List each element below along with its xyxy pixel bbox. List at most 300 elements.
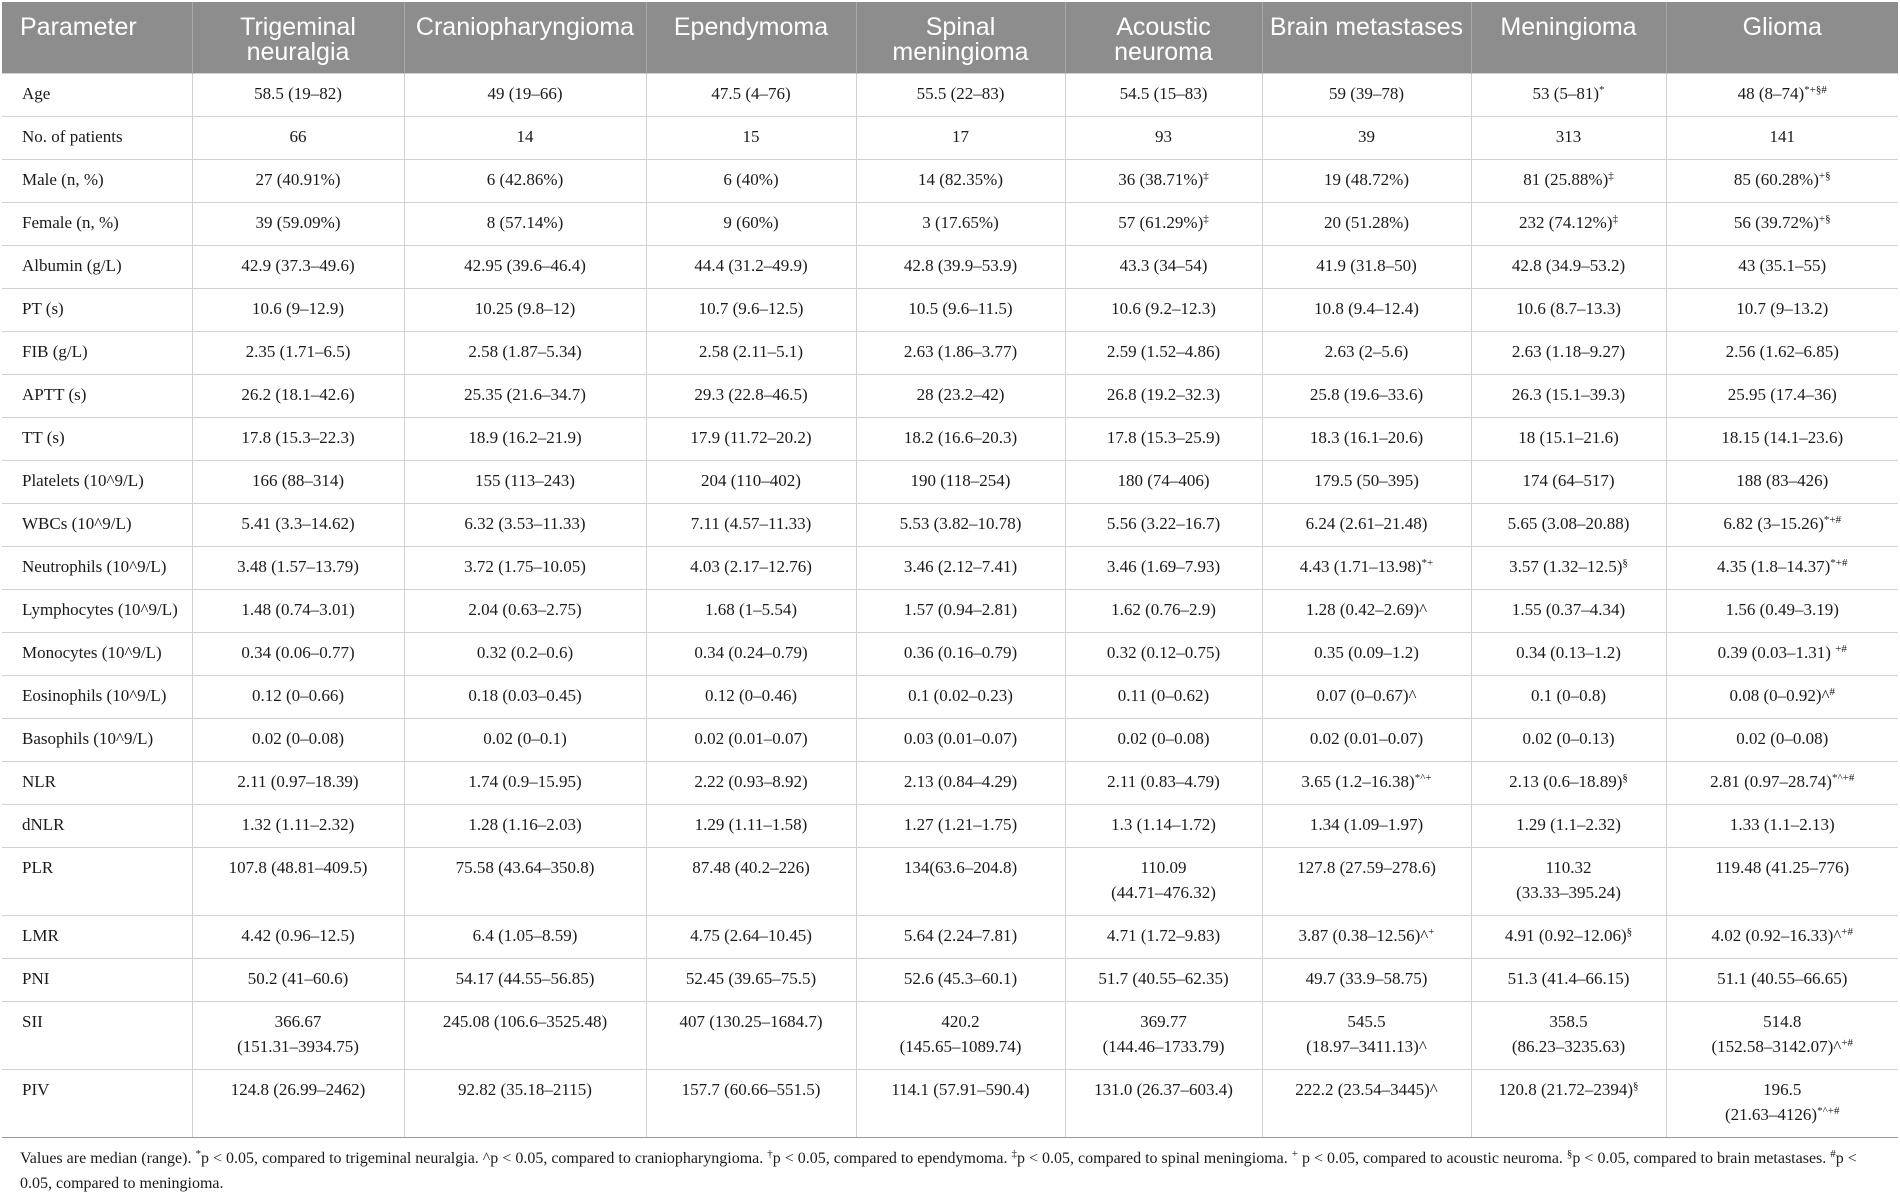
cell-value: 157.7 (60.66–551.5): [681, 1080, 821, 1099]
table-cell: [646, 74, 856, 117]
cell-value: 4.03 (2.17–12.76): [690, 557, 812, 576]
cell-value: 57 (61.29%): [1118, 213, 1204, 232]
cell-value: 18.3 (16.1–20.6): [1309, 428, 1424, 447]
cell-value: 114.1 (57.91–590.4): [891, 1080, 1030, 1099]
cell-value: 0.11 (0–0.62): [1117, 686, 1210, 705]
cell-value: 5.53 (3.82–10.78): [899, 514, 1022, 533]
cell-value: 0.12 (0–0.46): [704, 686, 798, 705]
cell-value: 0.02 (0–0.08): [1117, 729, 1210, 748]
cell-value: 1.74 (0.9–15.95): [468, 772, 582, 791]
table-cell: [1471, 1070, 1666, 1138]
footnote-symbol: #: [1830, 1148, 1836, 1160]
significance-marker: *^+#: [1831, 772, 1855, 784]
cell-value: 1.28 (1.16–2.03): [468, 815, 582, 834]
cell-value: 0.32 (0.2–0.6): [476, 643, 574, 662]
cell-value: 5.64 (2.24–7.81): [903, 926, 1018, 945]
table-cell: [404, 160, 646, 203]
table-cell: [192, 246, 404, 289]
table-row: [2, 289, 1898, 332]
cell-value: 0.02 (0.01–0.07): [694, 729, 808, 748]
table-cell: [1471, 117, 1666, 160]
table-cell: [1471, 848, 1666, 916]
table-row: [2, 418, 1898, 461]
cell-value: 10.6 (9.2–12.3): [1111, 299, 1216, 318]
cell-value: 155 (113–243): [475, 471, 575, 490]
table-cell: [646, 160, 856, 203]
cell-value: 92.82 (35.18–2115): [458, 1080, 592, 1099]
table-cell: [1471, 203, 1666, 246]
table-row: [2, 959, 1898, 1002]
table-cell: [646, 289, 856, 332]
cell-value: 3.87 (0.38–12.56)^: [1298, 926, 1429, 945]
table-cell: [856, 289, 1065, 332]
table-cell: [646, 332, 856, 375]
table-cell: [1471, 805, 1666, 848]
row-label: FIB (g/L): [2, 332, 192, 375]
table-cell: [1666, 332, 1898, 375]
table-cell: [646, 246, 856, 289]
table-cell: [404, 633, 646, 676]
cell-value: 545.5: [1347, 1012, 1386, 1031]
row-label: dNLR: [2, 805, 192, 848]
table-cell: [1065, 461, 1262, 504]
cell-value: 1.32 (1.11–2.32): [241, 815, 355, 834]
row-label: Monocytes (10^9/L): [2, 633, 192, 676]
table-cell: [1065, 418, 1262, 461]
table-cell: [192, 418, 404, 461]
table-cell: [404, 289, 646, 332]
cell-value: 2.35 (1.71–6.5): [245, 342, 351, 361]
cell-value: 87.48 (40.2–226): [692, 858, 810, 877]
cell-value: 39: [1358, 127, 1375, 146]
table-cell: [1262, 633, 1471, 676]
table-cell: [192, 504, 404, 547]
table-cell: [646, 504, 856, 547]
table-cell: [1065, 504, 1262, 547]
table-cell: [404, 246, 646, 289]
column-header: Acoustic neuroma: [1065, 2, 1262, 74]
row-label: Eosinophils (10^9/L): [2, 676, 192, 719]
table-cell: [192, 916, 404, 959]
table-cell: [192, 289, 404, 332]
table-cell: [1262, 959, 1471, 1002]
table-row: [2, 74, 1898, 117]
cell-value: 3 (17.65%): [922, 213, 999, 232]
cell-value: 56 (39.72%): [1733, 213, 1819, 232]
cell-value: 1.62 (0.76–2.9): [1111, 600, 1216, 619]
table-row: [2, 719, 1898, 762]
cell-value: 15: [742, 127, 760, 146]
table-cell: [1262, 848, 1471, 916]
cell-value: 51.1 (40.55–66.65): [1717, 969, 1848, 988]
table-row: [2, 504, 1898, 547]
table-cell: [856, 74, 1065, 117]
table-cell: [1666, 1002, 1898, 1070]
significance-marker: *^+: [1414, 772, 1432, 784]
cell-value: 0.18 (0.03–0.45): [468, 686, 582, 705]
table-cell: [1666, 916, 1898, 959]
cell-value: 53 (5–81): [1532, 84, 1600, 103]
table-cell: [1065, 805, 1262, 848]
table-cell: [1262, 74, 1471, 117]
table-cell: [1471, 959, 1666, 1002]
table-cell: [1471, 74, 1666, 117]
cell-value-line2: (86.23–3235.63): [1511, 1037, 1626, 1056]
cell-value: 39 (59.09%): [255, 213, 341, 232]
footnote-symbol: *: [195, 1148, 201, 1160]
column-header: Ependymoma: [646, 2, 856, 74]
table-cell: [192, 719, 404, 762]
table-cell: [1262, 676, 1471, 719]
cell-value: 85 (60.28%): [1733, 170, 1819, 189]
cell-value: 0.32 (0.12–0.75): [1106, 643, 1221, 662]
table-cell: [1065, 1070, 1262, 1138]
table-cell: [1471, 762, 1666, 805]
table-row: [2, 805, 1898, 848]
table-cell: [856, 332, 1065, 375]
cell-value: 222.2 (23.54–3445)^: [1295, 1080, 1438, 1099]
cell-value: 188 (83–426): [1736, 471, 1829, 490]
cell-value: 174 (64–517): [1522, 471, 1615, 490]
table-cell: [1262, 117, 1471, 160]
table-cell: [646, 959, 856, 1002]
cell-value: 17.8 (15.3–25.9): [1106, 428, 1221, 447]
table-cell: [646, 762, 856, 805]
table-cell: [1065, 160, 1262, 203]
table-cell: [856, 633, 1065, 676]
table-cell: [1065, 590, 1262, 633]
table-cell: [1065, 203, 1262, 246]
significance-marker: ‡: [1608, 170, 1614, 182]
table-cell: [1065, 289, 1262, 332]
table-cell: [1666, 117, 1898, 160]
table-cell: [1065, 246, 1262, 289]
cell-value: 55.5 (22–83): [916, 84, 1005, 103]
cell-value: 2.13 (0.84–4.29): [903, 772, 1018, 791]
significance-marker: *^+#: [1817, 1105, 1840, 1117]
cell-value: 17.8 (15.3–22.3): [241, 428, 355, 447]
table-cell: [1262, 289, 1471, 332]
table-cell: [1262, 418, 1471, 461]
cell-value: 1.48 (0.74–3.01): [241, 600, 355, 619]
significance-marker: +§: [1818, 213, 1831, 225]
table-cell: [1666, 719, 1898, 762]
cell-value: 110.32: [1545, 858, 1592, 877]
significance-marker: *+: [1421, 557, 1434, 569]
significance-marker: *: [1599, 84, 1605, 96]
cell-value: 4.91 (0.92–12.06): [1504, 926, 1627, 945]
table-cell: [646, 633, 856, 676]
row-label: LMR: [2, 916, 192, 959]
cell-value: 366.67: [274, 1012, 322, 1031]
cell-value: 2.58 (2.11–5.1): [698, 342, 804, 361]
cell-value: 10.8 (9.4–12.4): [1314, 299, 1419, 318]
significance-marker: +#: [1835, 643, 1847, 655]
significance-marker: *+§#: [1804, 84, 1827, 96]
table-cell: [856, 461, 1065, 504]
table-cell: [404, 1070, 646, 1138]
cell-value: 1.33 (1.1–2.13): [1729, 815, 1835, 834]
cell-value: 10.7 (9.6–12.5): [698, 299, 804, 318]
table-cell: [1666, 504, 1898, 547]
cell-value: 2.63 (1.86–3.77): [903, 342, 1018, 361]
cell-value: 26.3 (15.1–39.3): [1511, 385, 1626, 404]
cell-value: 0.12 (0–0.66): [251, 686, 345, 705]
cell-value: 0.02 (0–0.1): [483, 729, 567, 748]
cell-value: 1.55 (0.37–4.34): [1511, 600, 1626, 619]
table-cell: [404, 848, 646, 916]
cell-value: 179.5 (50–395): [1314, 471, 1419, 490]
table-cell: [856, 719, 1065, 762]
table-cell: [192, 762, 404, 805]
table-cell: [1666, 676, 1898, 719]
cell-value: 36 (38.71%): [1118, 170, 1204, 189]
table-cell: [192, 547, 404, 590]
significance-marker: *+#: [1830, 557, 1848, 569]
table-cell: [1666, 375, 1898, 418]
table-cell: [1065, 848, 1262, 916]
cell-value: 1.34 (1.09–1.97): [1309, 815, 1424, 834]
cell-value: 1.57 (0.94–2.81): [903, 600, 1018, 619]
significance-marker: +: [1428, 926, 1435, 938]
table-cell: [404, 461, 646, 504]
cell-value: 44.4 (31.2–49.9): [694, 256, 808, 275]
cell-value: 6.32 (3.53–11.33): [464, 514, 586, 533]
table-cell: [1262, 1070, 1471, 1138]
table-cell: [404, 719, 646, 762]
cell-value-line2: (152.58–3142.07)^: [1711, 1037, 1842, 1056]
cell-value: 18 (15.1–21.6): [1518, 428, 1619, 447]
row-label: Lymphocytes (10^9/L): [2, 590, 192, 633]
cell-value: 196.5: [1763, 1080, 1802, 1099]
cell-value: 0.35 (0.09–1.2): [1314, 643, 1419, 662]
cell-value: 43.3 (34–54): [1119, 256, 1208, 275]
table-cell: [856, 676, 1065, 719]
table-cell: [646, 848, 856, 916]
cell-value: 232 (74.12%): [1519, 213, 1613, 232]
significance-marker: §: [1633, 1080, 1639, 1092]
footnote-text: p < 0.05, compared to trigeminal neuralgia. ^p < 0.05, compared to craniopharyngioma.: [200, 1150, 768, 1167]
cell-value: 18.15 (14.1–23.6): [1721, 428, 1844, 447]
table-cell: [856, 848, 1065, 916]
table-cell: [404, 805, 646, 848]
cell-value: 10.25 (9.8–12): [474, 299, 576, 318]
cell-value: 245.08 (106.6–3525.48): [442, 1012, 608, 1031]
column-header: Meningioma: [1471, 2, 1666, 74]
table-cell: [646, 719, 856, 762]
cell-value: 1.68 (1–5.54): [704, 600, 798, 619]
row-label: Albumin (g/L): [2, 246, 192, 289]
table-cell: [1666, 590, 1898, 633]
table-cell: [404, 959, 646, 1002]
cell-value: 141: [1769, 127, 1795, 146]
cell-value: 42.95 (39.6–46.4): [464, 256, 586, 275]
cell-value: 0.34 (0.06–0.77): [241, 643, 355, 662]
cell-value: 93: [1155, 127, 1172, 146]
table-cell: [646, 461, 856, 504]
table-cell: [1262, 332, 1471, 375]
footnote-symbol: §: [1566, 1148, 1573, 1160]
cell-value: 5.65 (3.08–20.88): [1507, 514, 1630, 533]
table-cell: [856, 246, 1065, 289]
footnote-symbol: +: [1291, 1148, 1298, 1160]
table-cell: [856, 916, 1065, 959]
table-row: [2, 203, 1898, 246]
column-header: Brain metastases: [1262, 2, 1471, 74]
table-cell: [192, 805, 404, 848]
column-header: Craniopharyngioma: [404, 2, 646, 74]
cell-value: 0.02 (0–0.13): [1522, 729, 1615, 748]
table-cell: [1666, 805, 1898, 848]
table-cell: [404, 916, 646, 959]
table-cell: [1262, 762, 1471, 805]
table-cell: [646, 916, 856, 959]
table-footnote: [2, 1138, 1898, 1196]
cell-value: 28 (23.2–42): [916, 385, 1005, 404]
table-cell: [192, 590, 404, 633]
table-cell: [404, 117, 646, 160]
cell-value: 0.03 (0.01–0.07): [903, 729, 1018, 748]
table-cell: [646, 418, 856, 461]
cell-value: 1.29 (1.11–1.58): [694, 815, 808, 834]
table-cell: [646, 1070, 856, 1138]
cell-value: 0.02 (0–0.08): [1736, 729, 1829, 748]
table-cell: [856, 160, 1065, 203]
table-cell: [1262, 590, 1471, 633]
cell-value: 0.1 (0.02–0.23): [908, 686, 1013, 705]
row-label: Neutrophils (10^9/L): [2, 547, 192, 590]
table-cell: [1471, 375, 1666, 418]
cell-value: 27 (40.91%): [255, 170, 341, 189]
cell-value-line2: (33.33–395.24): [1516, 883, 1621, 902]
cell-value: 2.13 (0.6–18.89): [1509, 772, 1623, 791]
footnote-text: p < 0.05, compared to acoustic neuroma.: [1297, 1150, 1567, 1167]
footnote-text: Values are median (range).: [20, 1150, 196, 1167]
table-cell: [1065, 633, 1262, 676]
table-cell: [1262, 1002, 1471, 1070]
footnote-symbol: ‡: [1011, 1148, 1017, 1160]
cell-value: 14 (82.35%): [918, 170, 1003, 189]
cell-value: 17: [952, 127, 969, 146]
cell-value: 43 (35.1–55): [1738, 256, 1827, 275]
table-cell: [646, 590, 856, 633]
row-label: PNI: [2, 959, 192, 1002]
cell-value: 131.0 (26.37–603.4): [1094, 1080, 1233, 1099]
table-cell: [1666, 160, 1898, 203]
cell-value: 0.02 (0.01–0.07): [1309, 729, 1424, 748]
table-cell: [1065, 916, 1262, 959]
table-cell: [404, 418, 646, 461]
row-label: WBCs (10^9/L): [2, 504, 192, 547]
cell-value: 3.65 (1.2–16.38): [1301, 772, 1415, 791]
table-cell: [1471, 289, 1666, 332]
cell-value: 6.24 (2.61–21.48): [1305, 514, 1428, 533]
results-table: [2, 2, 1898, 1138]
cell-value: 0.1 (0–0.8): [1530, 686, 1607, 705]
table-cell: [1471, 916, 1666, 959]
significance-marker: +#: [1841, 1037, 1854, 1049]
row-label: APTT (s): [2, 375, 192, 418]
cell-value: 0.02 (0–0.08): [251, 729, 345, 748]
cell-value-line2: (21.63–4126): [1725, 1105, 1818, 1124]
cell-value: 8 (57.14%): [486, 213, 564, 232]
table-cell: [1471, 676, 1666, 719]
cell-value-line2: (151.31–3934.75): [237, 1037, 359, 1056]
table-cell: [856, 1070, 1065, 1138]
cell-value: 2.58 (1.87–5.34): [468, 342, 582, 361]
cell-value: 19 (48.72%): [1324, 170, 1409, 189]
cell-value: 41.9 (31.8–50): [1316, 256, 1417, 275]
significance-marker: ‡: [1203, 213, 1209, 225]
cell-value: 0.34 (0.24–0.79): [694, 643, 808, 662]
cell-value: 48 (8–74): [1737, 84, 1805, 103]
table-cell: [1471, 160, 1666, 203]
cell-value: 7.11 (4.57–11.33): [690, 514, 812, 533]
cell-value: 0.34 (0.13–1.2): [1516, 643, 1621, 662]
row-label: No. of patients: [2, 117, 192, 160]
significance-marker: ‡: [1203, 170, 1209, 182]
cell-value: 2.04 (0.63–2.75): [468, 600, 582, 619]
table-cell: [1065, 719, 1262, 762]
table-cell: [192, 375, 404, 418]
table-cell: [1065, 332, 1262, 375]
table-row: [2, 762, 1898, 805]
table-cell: [192, 676, 404, 719]
table-cell: [1666, 74, 1898, 117]
cell-value: 66: [289, 127, 307, 146]
table-row: [2, 590, 1898, 633]
table-cell: [1471, 547, 1666, 590]
cell-value: 514.8: [1763, 1012, 1802, 1031]
cell-value: 190 (118–254): [910, 471, 1011, 490]
cell-value: 42.8 (34.9–53.2): [1511, 256, 1626, 275]
cell-value: 0.07 (0–0.67)^: [1316, 686, 1417, 705]
row-label: SII: [2, 1002, 192, 1070]
cell-value: 0.08 (0–0.92)^: [1729, 686, 1830, 705]
cell-value: 54.17 (44.55–56.85): [455, 969, 595, 988]
cell-value: 50.2 (41–60.6): [247, 969, 349, 988]
table-cell: [192, 1070, 404, 1138]
table-cell: [856, 805, 1065, 848]
cell-value: 313: [1555, 127, 1582, 146]
table-cell: [1065, 1002, 1262, 1070]
cell-value: 1.3 (1.14–1.72): [1111, 815, 1216, 834]
table-cell: [856, 547, 1065, 590]
cell-value: 166 (88–314): [251, 471, 345, 490]
cell-value: 204 (110–402): [701, 471, 801, 490]
table-cell: [192, 633, 404, 676]
cell-value: 25.8 (19.6–33.6): [1309, 385, 1424, 404]
table-cell: [404, 676, 646, 719]
table-cell: [1065, 762, 1262, 805]
cell-value: 1.27 (1.21–1.75): [903, 815, 1018, 834]
cell-value: 18.9 (16.2–21.9): [468, 428, 582, 447]
cell-value: 18.2 (16.6–20.3): [903, 428, 1018, 447]
table-cell: [404, 504, 646, 547]
cell-value: 358.5: [1549, 1012, 1588, 1031]
cell-value: 20 (51.28%): [1324, 213, 1409, 232]
cell-value-line2: (144.46–1733.79): [1102, 1037, 1225, 1056]
table-cell: [1471, 633, 1666, 676]
footnote-text: p < 0.05, compared to brain metastases.: [1572, 1150, 1831, 1167]
table-cell: [1262, 719, 1471, 762]
cell-value: 29.3 (22.8–46.5): [694, 385, 808, 404]
cell-value: 1.56 (0.49–3.19): [1725, 600, 1839, 619]
column-header: Spinal meningioma: [856, 2, 1065, 74]
table-cell: [1471, 590, 1666, 633]
cell-value: 10.7 (9–13.2): [1736, 299, 1829, 318]
cell-value: 51.7 (40.55–62.35): [1098, 969, 1229, 988]
